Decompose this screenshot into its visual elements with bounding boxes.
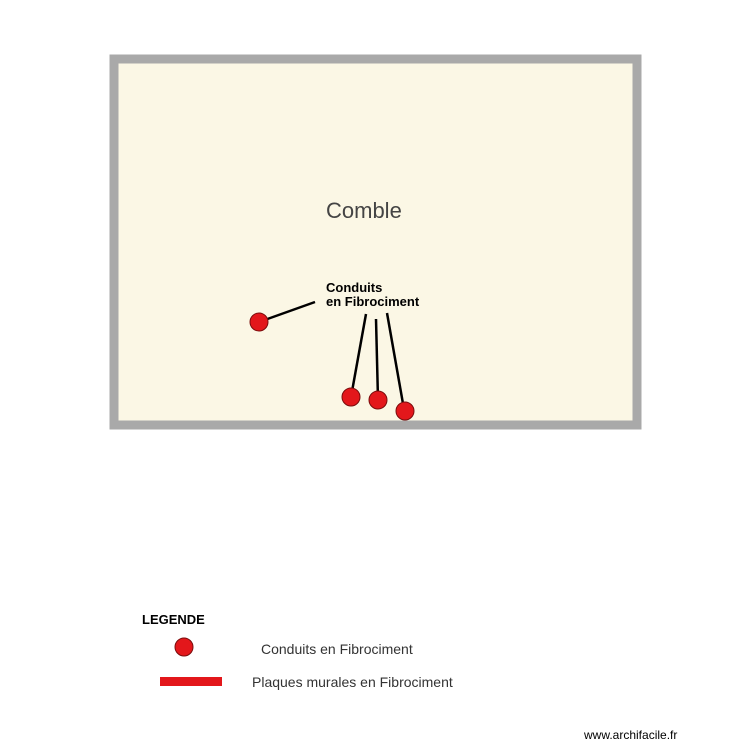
annotation-line1: Conduits xyxy=(326,280,383,295)
legend-circle-symbol xyxy=(175,638,193,656)
annotation-text xyxy=(326,281,419,309)
legend-item-label: Conduits en Fibrociment xyxy=(261,641,413,657)
conduit-marker xyxy=(369,391,387,409)
legend-item-label: Plaques murales en Fibrociment xyxy=(252,674,453,690)
conduit-marker xyxy=(396,402,414,420)
watermark: www.archifacile.fr xyxy=(584,728,678,742)
legend-title: LEGENDE xyxy=(142,612,205,627)
legend-bar-symbol xyxy=(160,677,222,686)
room-walls xyxy=(114,59,637,425)
annotation-line2: en Fibrociment xyxy=(326,294,420,309)
conduit-marker xyxy=(342,388,360,406)
conduit-marker xyxy=(250,313,268,331)
room-label: Comble xyxy=(326,198,402,223)
